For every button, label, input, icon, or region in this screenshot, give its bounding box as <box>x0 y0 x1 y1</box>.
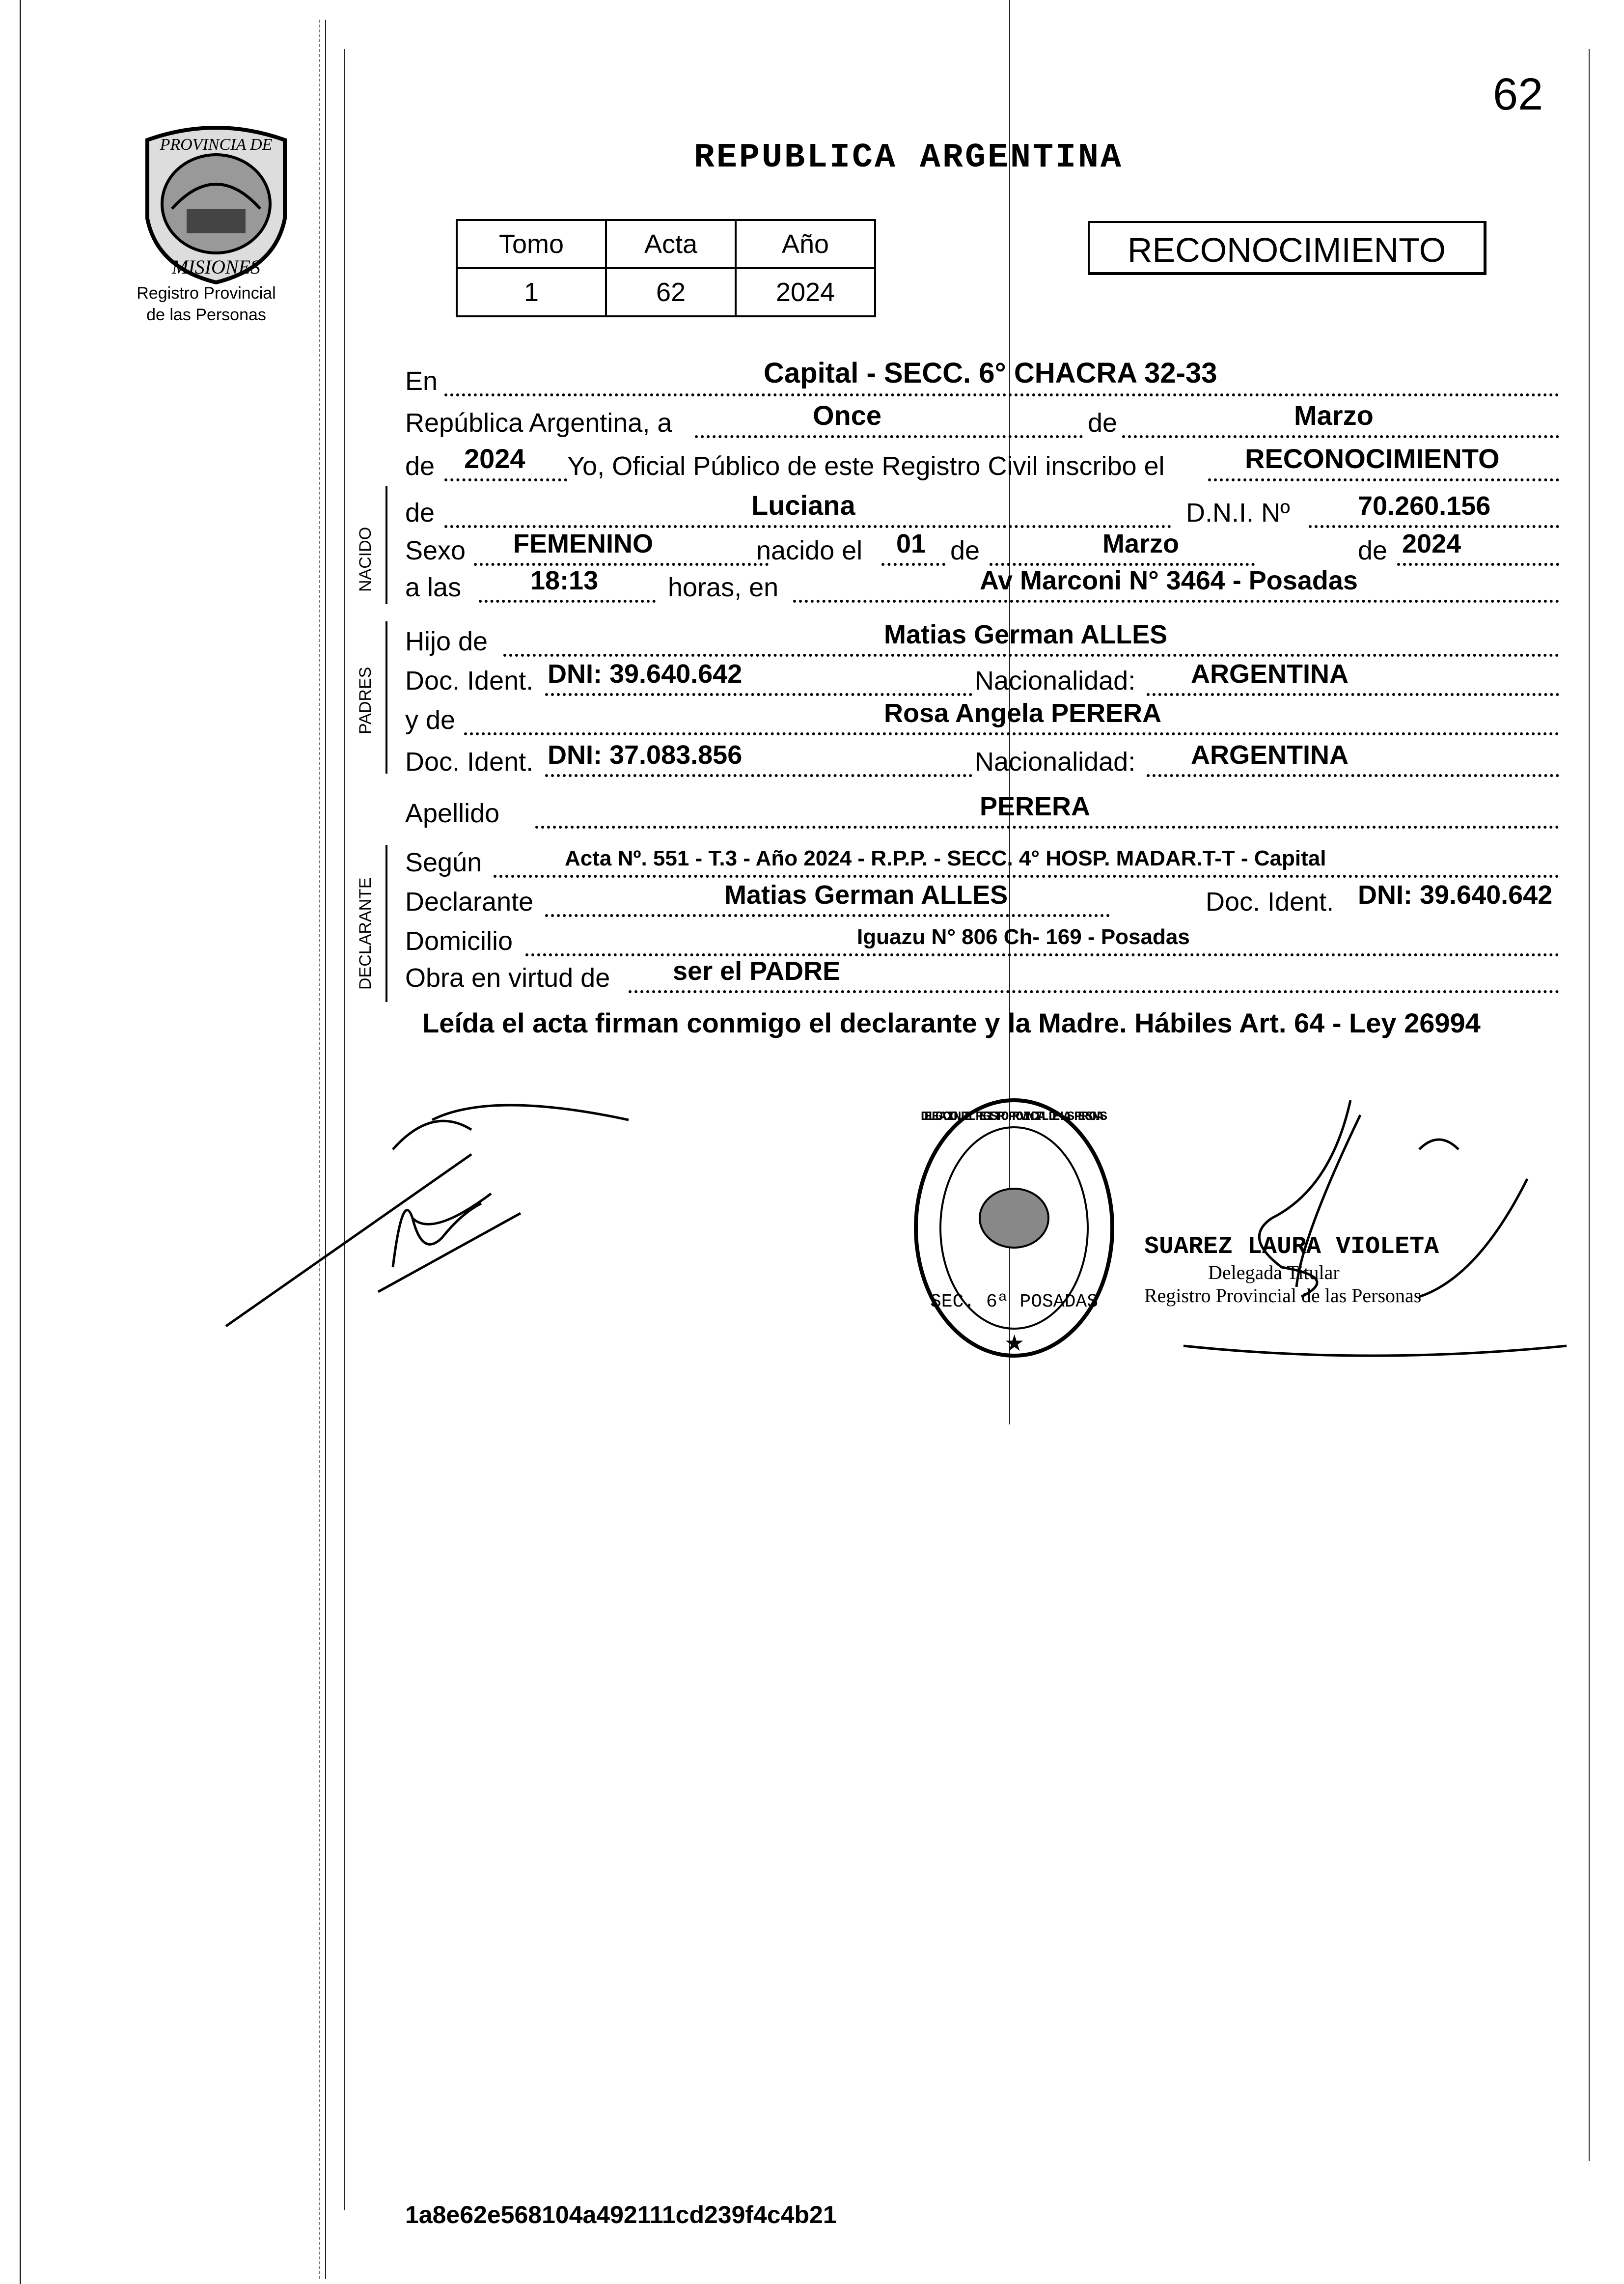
dni-label: D.N.I. Nº <box>1186 498 1290 528</box>
line-en <box>405 357 1559 401</box>
dotted-rule <box>444 475 567 481</box>
left-edge-line <box>20 0 21 2284</box>
province-seal-logo <box>128 120 304 287</box>
lugar-value: Av Marconi N° 3464 - Posadas <box>980 566 1358 595</box>
line-hora <box>405 566 1559 608</box>
obra-value: ser el PADRE <box>673 956 841 986</box>
dotted-rule <box>1122 432 1559 438</box>
segun-label: Según <box>405 848 482 877</box>
line-inscribo <box>405 443 1559 486</box>
segun-value: Acta Nº. 551 - T.3 - Año 2024 - R.P.P. - SECC. 4° HOSP. MADAR.T-T - Capital <box>565 846 1326 870</box>
dotted-rule <box>474 560 769 566</box>
tomo-value: 1 <box>457 268 606 316</box>
official-name-block <box>1144 1233 1498 1307</box>
line-padre <box>405 620 1559 662</box>
apellido-value: PERERA <box>980 792 1091 821</box>
nacido-label: nacido el <box>756 536 863 565</box>
nac-mes-value: Marzo <box>1102 529 1180 558</box>
nac1-label: Nacionalidad: <box>975 666 1136 696</box>
dni-value: 70.260.156 <box>1358 491 1491 521</box>
sexo-value: FEMENINO <box>513 529 654 558</box>
acta-header: Acta <box>606 220 736 268</box>
closing-statement: Leída el acta firman conmigo el declarante y la Madre. Hábiles Art. 64 - Ley 26994 <box>422 1007 1481 1038</box>
line-republica <box>405 400 1559 443</box>
official-stamp <box>899 1076 1129 1380</box>
dotted-rule <box>503 651 1559 657</box>
registry-name <box>98 282 314 326</box>
dotted-rule <box>479 597 656 603</box>
mes-value: Marzo <box>1294 400 1374 431</box>
en-value: Capital - SECC. 6° CHACRA 32-33 <box>764 357 1217 389</box>
horas-label: horas, en <box>668 573 779 602</box>
de3-label: de <box>950 536 980 565</box>
registry-name-line2: de las Personas <box>146 306 266 324</box>
official-office: Registro Provincial de las Personas <box>1144 1284 1422 1307</box>
docdecl-label: Doc. Ident. <box>1206 887 1334 917</box>
line-madre <box>405 698 1559 740</box>
inscribo-value: RECONOCIMIENTO <box>1245 443 1500 474</box>
line-apellido <box>405 792 1559 834</box>
madre-value: Rosa Angela PERERA <box>884 698 1162 728</box>
line-doc2 <box>405 740 1559 782</box>
dotted-rule <box>444 390 1559 396</box>
official-name: SUAREZ LAURA VIOLETA <box>1144 1233 1439 1261</box>
dotted-rule <box>695 432 1083 438</box>
declarante-bracket <box>385 845 387 1002</box>
nac1-value: ARGENTINA <box>1191 659 1349 689</box>
line-declarante <box>405 880 1559 922</box>
doc1-value: DNI: 39.640.642 <box>548 659 743 689</box>
docdecl-value: DNI: 39.640.642 <box>1358 880 1553 910</box>
alas-label: a las <box>405 573 462 602</box>
dotted-rule <box>629 987 1559 993</box>
star-icon: ★ <box>1004 1330 1025 1356</box>
doc2-label: Doc. Ident. <box>405 747 534 777</box>
apellido-label: Apellido <box>405 799 500 828</box>
inscribo-label: Yo, Oficial Público de este Registro Civil inscribo el <box>567 451 1165 481</box>
line-segun <box>405 847 1559 883</box>
tomo-header: Tomo <box>457 220 606 268</box>
dotted-rule <box>1147 690 1559 696</box>
padres-bracket <box>385 621 387 774</box>
reference-table <box>456 219 876 317</box>
anio-header: Año <box>736 220 875 268</box>
doc2-value: DNI: 37.083.856 <box>548 740 743 770</box>
dotted-rule <box>494 872 1559 878</box>
dotted-rule <box>545 771 972 777</box>
page-number: 62 <box>1493 69 1543 119</box>
declarante-value: Matias German ALLES <box>724 880 1008 910</box>
header-title: REPUBLICA ARGENTINA <box>693 139 1124 177</box>
dotted-rule <box>444 522 1171 528</box>
domicilio-label: Domicilio <box>405 926 513 956</box>
dotted-rule <box>1147 771 1559 777</box>
hora-value: 18:13 <box>530 566 599 595</box>
republica-label: República Argentina, a <box>405 408 672 438</box>
line-doc1 <box>405 659 1559 701</box>
nac2-label: Nacionalidad: <box>975 747 1136 777</box>
nac-dia-value: 01 <box>896 529 926 558</box>
declarant-signature <box>216 1090 658 1336</box>
dotted-rule <box>1208 475 1559 481</box>
section-nacido: NACIDO <box>356 527 375 592</box>
dia-value: Once <box>813 400 882 431</box>
nombre-label: de <box>405 498 435 528</box>
anio-value: 2024 <box>736 268 875 316</box>
dotted-rule <box>464 729 1559 735</box>
domicilio-value: Iguazu N° 806 Ch- 169 - Posadas <box>857 925 1190 949</box>
declarante-label: Declarante <box>405 887 534 917</box>
line-nombre <box>405 490 1559 533</box>
dotted-rule <box>1309 522 1559 528</box>
section-declarante: DECLARANTE <box>356 877 375 990</box>
stamp-ring-text: DELEGACION DEL REGISTRO PROVINCIAL DE LAS PERSONAS <box>921 1109 1107 1124</box>
line-obra <box>405 956 1559 998</box>
dotted-rule <box>545 911 1110 917</box>
nombre-value: Luciana <box>751 490 855 521</box>
en-label: En <box>405 366 438 396</box>
official-role: Delegada Titular <box>1208 1261 1340 1283</box>
hijo-label: Hijo de <box>405 627 488 656</box>
line-domicilio <box>405 926 1559 961</box>
de-label: de <box>1088 408 1118 438</box>
dotted-rule <box>535 823 1559 829</box>
anio-value: 2024 <box>464 443 525 474</box>
yde-label: y de <box>405 705 456 735</box>
stamp-inner-text: SEC. 6ª POSADAS <box>930 1291 1099 1312</box>
obra-label: Obra en virtud de <box>405 963 610 993</box>
nac-anio-value: 2024 <box>1402 529 1461 558</box>
dotted-rule <box>793 597 1559 603</box>
document-type-box: RECONOCIMIENTO <box>1088 221 1486 275</box>
registry-name-line1: Registro Provincial <box>137 284 276 303</box>
dotted-rule <box>881 560 945 566</box>
nacido-bracket <box>385 486 387 604</box>
section-padres: PADRES <box>356 667 375 734</box>
nac2-value: ARGENTINA <box>1191 740 1349 770</box>
document-hash: 1a8e62e568104a492111cd239f4c4b21 <box>405 2201 837 2228</box>
de2-label: de <box>405 451 435 481</box>
acta-value: 62 <box>606 268 736 316</box>
dotted-rule <box>1397 560 1559 566</box>
de4-label: de <box>1358 536 1388 565</box>
seal-top-text: PROVINCIA DE <box>160 136 273 154</box>
sexo-label: Sexo <box>405 536 466 565</box>
dotted-rule <box>545 690 972 696</box>
seal-bottom-text: MISIONES <box>172 256 260 278</box>
padre-value: Matias German ALLES <box>884 620 1168 649</box>
doc1-label: Doc. Ident. <box>405 666 534 696</box>
